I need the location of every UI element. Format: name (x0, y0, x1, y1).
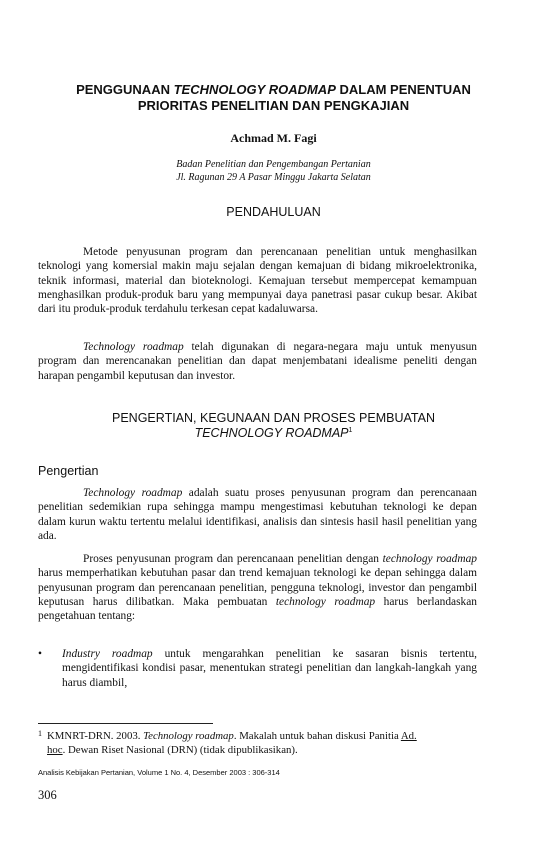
footnote-text (47, 729, 477, 757)
footnote-underline-1: Ad. (400, 730, 417, 742)
p2-text: telah digunakan di negara-negara maju untuk menyusun program dan merencanakan penelitian dan dapat menjembatani idealisme peneliti dengan harapan pengambil keputusan dan investor. (38, 341, 477, 382)
subheading-pengertian: Pengertian (38, 464, 99, 478)
footnote-text-c: . Dewan Riset Nasional (DRN) (tidak dipublikasikan). (62, 744, 298, 756)
bullet-item (38, 647, 477, 690)
footnote-text-b: . Makalah untuk bahan diskusi Panitia (233, 730, 401, 742)
author-name: Achmad M. Fagi (230, 131, 317, 145)
bullet-emphasis: Industry roadmap (62, 648, 153, 660)
section-heading-definition (30, 411, 517, 441)
footnote (38, 729, 477, 757)
p2-emphasis: Technology roadmap (83, 341, 184, 353)
bullet-icon: • (38, 648, 42, 660)
section-heading-intro: PENDAHULUAN (226, 205, 321, 219)
definition-paragraph-1 (38, 486, 477, 543)
p4-emphasis-2: technology roadmap (275, 595, 376, 608)
intro-paragraph-2 (38, 340, 477, 383)
footnote-divider (38, 723, 213, 724)
footnote-marker: 1 (348, 426, 353, 434)
page-number: 306 (38, 788, 57, 802)
paper-title (30, 82, 517, 114)
author-affiliation (30, 158, 517, 184)
def-heading-line1: PENGERTIAN, KEGUNAAN DAN PROSES PEMBUATAN (112, 411, 435, 425)
title-line1-pre: PENGGUNAAN (76, 82, 174, 97)
p4-text-a: Proses penyusunan program dan perencanaan penelitian dengan (83, 553, 383, 565)
title-line1-post: DALAM PENENTUAN (335, 82, 471, 97)
title-line1-emphasis: TECHNOLOGY ROADMAP (173, 82, 336, 97)
p4-emphasis-1: technology roadmap (382, 553, 477, 565)
footnote-number: 1 (38, 729, 42, 738)
footnote-text-a: KMNRT-DRN. 2003. (47, 730, 144, 742)
bullet-text (62, 647, 477, 690)
journal-citation: Analisis Kebijakan Pertanian, Volume 1 No. 4, Desember 2003 : 306-314 (38, 768, 280, 777)
p3-emphasis: Technology roadmap (83, 487, 183, 499)
p3-text: adalah suatu proses penyusunan program dan perencanaan penelitian sedemikian rupa sehingga mampu mengestimasi kebutuhan teknologi ke depan dalam kurun waktu tertentu melalui identifikasi, analisis dan sintesis hasil hasil penelitian yang ada. (38, 487, 477, 542)
p4-text-b: harus memperhatikan kebutuhan pasar dan trend kemajuan teknologi ke depan sehingga dalam penyusunan program dan perencanaan penelitian, pengguna teknologi, investor dan pengambil keputusan harus dilibatkan. Maka pembuatan (38, 567, 477, 608)
bullet-body: untuk mengarahkan penelitian ke sasaran bisnis tertentu, mengidentifikasi kondisi pasar, menentukan strategi penelitian dan langkah-langkah yang harus diambil, (62, 648, 478, 689)
title-line2: PRIORITAS PENELITIAN DAN PENGKAJIAN (137, 98, 410, 113)
footnote-underline-2: hoc (47, 744, 63, 756)
affiliation-line1: Badan Penelitian dan Pengembangan Pertanian (176, 159, 371, 170)
intro-paragraph-1: Metode penyusunan program dan perencanaan penelitian untuk menghasilkan teknologi yang komersial makin maju sejalan dengan kemajuan di bidang mikroelektronika, teknik informasi, material dan bioteknologi. Kemajuan tersebut mempercepat kemampuan menghasilkan produk-produk baru yang mempunyai daya panetrasi pasar cukup besar. Akibat dari itu produk-produk terdahulu terkesan cepat kadaluwarsa. (38, 246, 477, 316)
definition-paragraph-2 (38, 552, 477, 623)
affiliation-line2: Jl. Ragunan 29 A Pasar Minggu Jakarta Selatan (176, 172, 371, 183)
p4-text-c: harus berlandaskan pengetahuan tentang: (38, 595, 477, 623)
footnote-emphasis: Technology roadmap (143, 730, 234, 742)
def-heading-line2: TECHNOLOGY ROADMAP (194, 426, 349, 440)
